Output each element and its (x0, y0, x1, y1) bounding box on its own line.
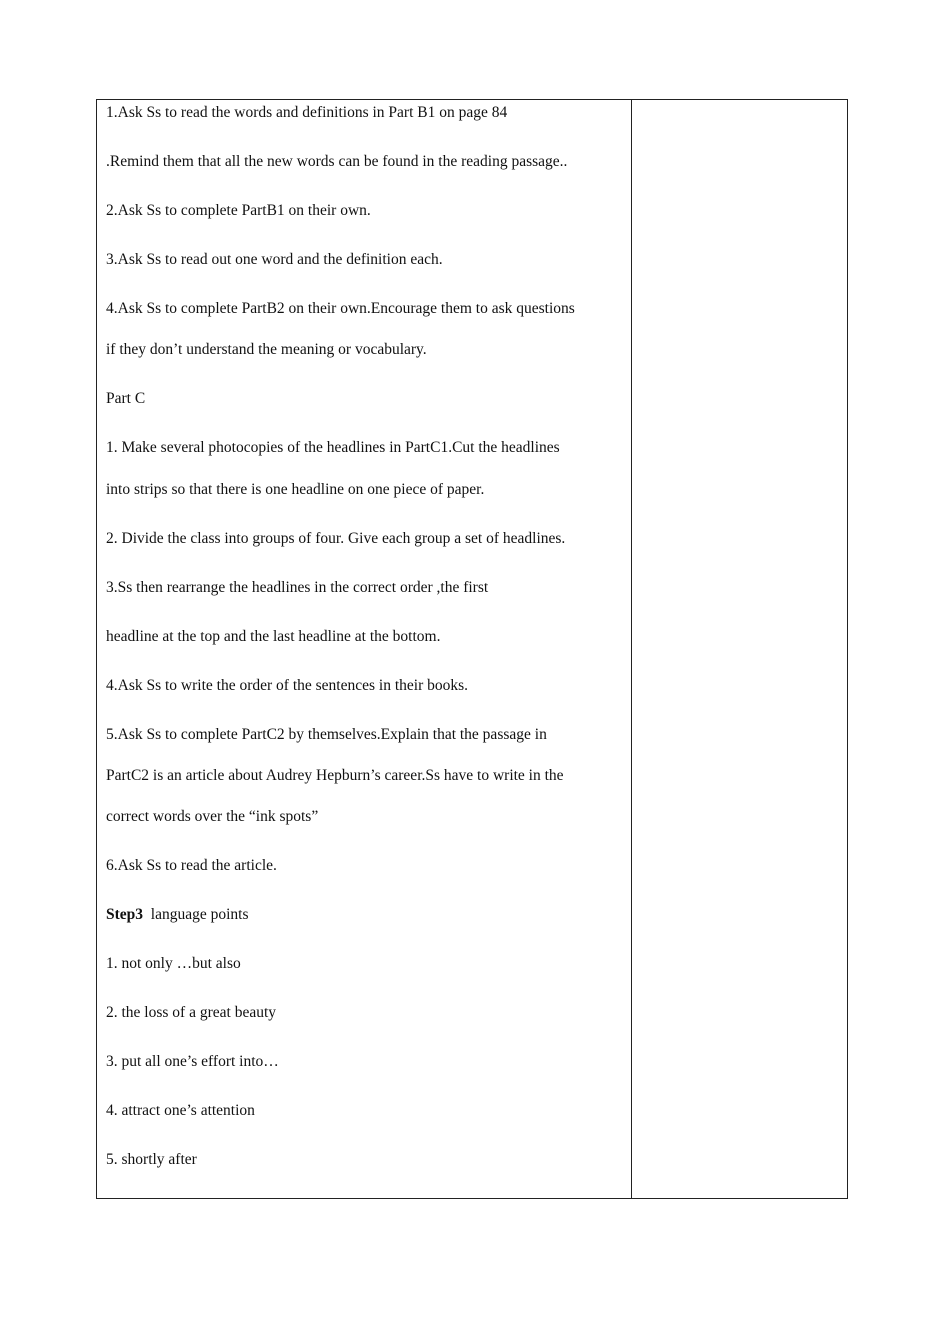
procedure-line: 2.Ask Ss to complete PartB1 on their own. (106, 202, 371, 219)
notes-column (632, 100, 847, 1198)
step3-heading (106, 905, 249, 925)
procedure-line: .Remind them that all the new words can be found in the reading passage.. (106, 153, 568, 170)
procedure-line: 1.Ask Ss to read the words and definitions in Part B1 on page 84 (106, 104, 508, 121)
language-point-item: 5. shortly after (106, 1151, 197, 1168)
procedure-line: correct words over the “ink spots” (106, 808, 319, 825)
procedure-line: if they don’t understand the meaning or vocabulary. (106, 341, 427, 358)
procedure-line: PartC2 is an article about Audrey Hepburn’s career.Ss have to write in the (106, 767, 564, 784)
procedure-line: headline at the top and the last headline at the bottom. (106, 628, 441, 645)
procedure-line: 1. Make several photocopies of the headlines in PartC1.Cut the headlines (106, 439, 560, 456)
procedure-line: 5.Ask Ss to complete PartC2 by themselves.Explain that the passage in (106, 726, 547, 743)
language-point-item: 1. not only …but also (106, 955, 241, 972)
language-point-item: 2. the loss of a great beauty (106, 1004, 277, 1021)
procedure-line: 4.Ask Ss to complete PartB2 on their own.Encourage them to ask questions (106, 300, 575, 317)
procedure-column (97, 100, 632, 1198)
procedure-line: into strips so that there is one headline on one piece of paper. (106, 481, 485, 498)
step3-label: Step3 (106, 906, 144, 923)
procedure-line: 2. Divide the class into groups of four. Give each group a set of headlines. (106, 530, 566, 547)
language-point-item: 4. attract one’s attention (106, 1102, 255, 1119)
procedure-line: 3.Ask Ss to read out one word and the definition each. (106, 251, 443, 268)
procedure-line: 4.Ask Ss to write the order of the sentences in their books. (106, 677, 469, 694)
section-heading-part-c: Part C (106, 390, 146, 407)
procedure-line: 6.Ask Ss to read the article. (106, 857, 277, 874)
language-point-item: 3. put all one’s effort into… (106, 1053, 279, 1070)
procedure-line: 3.Ss then rearrange the headlines in the correct order ,the first (106, 579, 489, 596)
lesson-plan-table (96, 99, 848, 1199)
step3-title: language points (143, 906, 249, 923)
